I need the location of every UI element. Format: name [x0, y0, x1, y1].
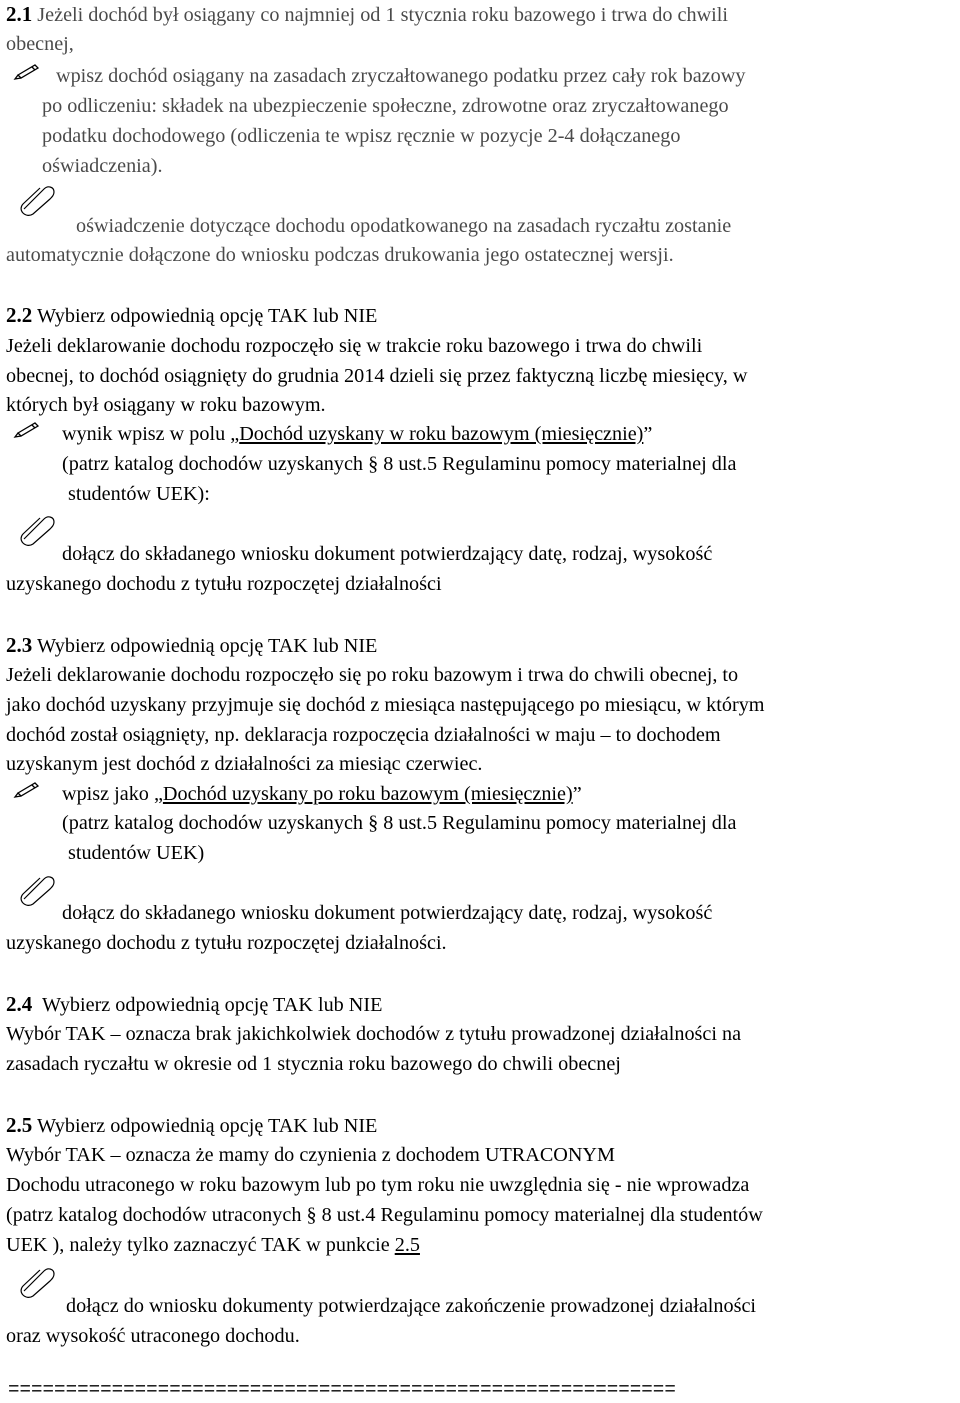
s23-line-6: (patrz katalog dochodów uzyskanych § 8 ust.5 Regulaminu pomocy materialnej dla [62, 812, 737, 834]
s23-line-8: dołącz do składanego wniosku dokument potwierdzający datę, rodzaj, wysokość [62, 902, 713, 924]
s23-line-3: dochód został osiągnięty, np. deklaracja rozpoczęcia działalności w maju – to dochodem [6, 724, 721, 746]
s22-line-8: uzyskanego dochodu z tytułu rozpoczętej działalności [6, 573, 442, 595]
s23-line-1: Jeżeli deklarowanie dochodu rozpoczęło się po roku bazowym i trwa do chwili obecnej, to [6, 664, 739, 686]
section-number-2-2: 2.2 [6, 303, 33, 327]
s23-line-7: studentów UEK) [68, 842, 205, 864]
paperclip-icon [14, 512, 60, 546]
section-number-2-5: 2.5 [6, 1113, 33, 1137]
pencil-icon [12, 780, 42, 798]
s23-line-2: jako dochód uzyskany przyjmuje się dochód z miesiąca następującego po miesiącu, w którym [6, 694, 765, 716]
s25-header: 2.5 Wybierz odpowiednią opcję TAK lub NIE [6, 1113, 378, 1137]
s21-line-5: podatku dochodowego (odliczenia te wpisz ręcznie w pozycje 2-4 dołączanego [42, 125, 681, 147]
s24-line-2: zasadach ryczałtu w okresie od 1 stycznia roku bazowego do chwili obecnej [6, 1053, 621, 1075]
s22-line-6: studentów UEK): [68, 483, 210, 505]
s21-line-8: automatycznie dołączone do wniosku podczas drukowania jego ostatecznej wersji. [6, 244, 674, 266]
s21-line-2: obecnej, [6, 33, 74, 55]
section-number-2-4: 2.4 [6, 992, 33, 1016]
separator-line: ========================================================== [8, 1379, 676, 1401]
s22-line-2: obecnej, to dochód osiągnięty do grudnia 2014 dzieli się przez faktyczną liczbę miesięcy, w [6, 365, 748, 387]
section-number-2-3: 2.3 [6, 633, 33, 657]
s24-line-1: Wybór TAK – oznacza brak jakichkolwiek dochodów z tytułu prowadzonej działalności na [6, 1023, 742, 1045]
s21-line-6: oświadczenia). [42, 155, 163, 177]
paperclip-icon [14, 182, 60, 216]
field-name-income-after-base-year: Dochód uzyskany po roku bazowym (miesięcznie) [162, 783, 573, 805]
field-name-income-base-year: Dochód uzyskany w roku bazowym (miesięcznie) [239, 423, 644, 445]
s25-line-2: Dochodu utraconego w roku bazowym lub po tym roku nie uwzględnia się - nie wprowadza [6, 1174, 750, 1196]
paperclip-icon [14, 872, 60, 906]
s21-line-1: 2.1 Jeżeli dochód był osiągany co najmniej od 1 stycznia roku bazowego i trwa do chwili [6, 2, 728, 26]
s21-line-4: po odliczeniu: składek na ubezpieczenie społeczne, zdrowotne oraz zryczałtowanego [42, 95, 729, 117]
section-number-2-1: 2.1 [6, 2, 33, 26]
s22-header: 2.2 Wybierz odpowiednią opcję TAK lub NIE [6, 303, 378, 327]
paperclip-icon [14, 1264, 60, 1298]
s25-line-5: dołącz do wniosku dokumenty potwierdzające zakończenie prowadzonej działalności [66, 1295, 757, 1317]
s21-line-3: wpisz dochód osiągany na zasadach zryczałtowanego podatku przez cały rok bazowy [56, 65, 746, 87]
point-reference-link[interactable]: 2.5 [394, 1234, 420, 1256]
s22-line-7: dołącz do składanego wniosku dokument potwierdzający datę, rodzaj, wysokość [62, 543, 713, 565]
s22-line-4: wynik wpisz w polu „Dochód uzyskany w roku bazowym (miesięcznie)” [62, 423, 653, 445]
s23-line-5: wpisz jako „Dochód uzyskany po roku bazowym (miesięcznie)” [62, 783, 582, 805]
s23-header: 2.3 Wybierz odpowiednią opcję TAK lub NIE [6, 633, 378, 657]
pencil-icon [12, 420, 42, 438]
s23-line-9: uzyskanego dochodu z tytułu rozpoczętej działalności. [6, 932, 447, 954]
s25-line-6: oraz wysokość utraconego dochodu. [6, 1325, 300, 1347]
s22-line-5: (patrz katalog dochodów uzyskanych § 8 ust.5 Regulaminu pomocy materialnej dla [62, 453, 737, 475]
s22-line-3: których był osiągany w roku bazowym. [6, 394, 326, 416]
s24-header: 2.4 Wybierz odpowiednią opcję TAK lub NIE [6, 992, 383, 1016]
s21-line-7: oświadczenie dotyczące dochodu opodatkowanego na zasadach ryczałtu zostanie [76, 215, 732, 237]
s25-line-4: UEK ), należy tylko zaznaczyć TAK w punkcie 2.5 [6, 1234, 420, 1256]
s23-line-4: uzyskanym jest dochód z działalności za miesiąc czerwiec. [6, 753, 483, 775]
s25-line-3: (patrz katalog dochodów utraconych § 8 ust.4 Regulaminu pomocy materialnej dla studentów [6, 1204, 763, 1226]
pencil-icon [12, 62, 42, 80]
s25-line-1: Wybór TAK – oznacza że mamy do czynienia z dochodem UTRACONYM [6, 1144, 615, 1166]
s22-line-1: Jeżeli deklarowanie dochodu rozpoczęło się w trakcie roku bazowego i trwa do chwili [6, 335, 703, 357]
